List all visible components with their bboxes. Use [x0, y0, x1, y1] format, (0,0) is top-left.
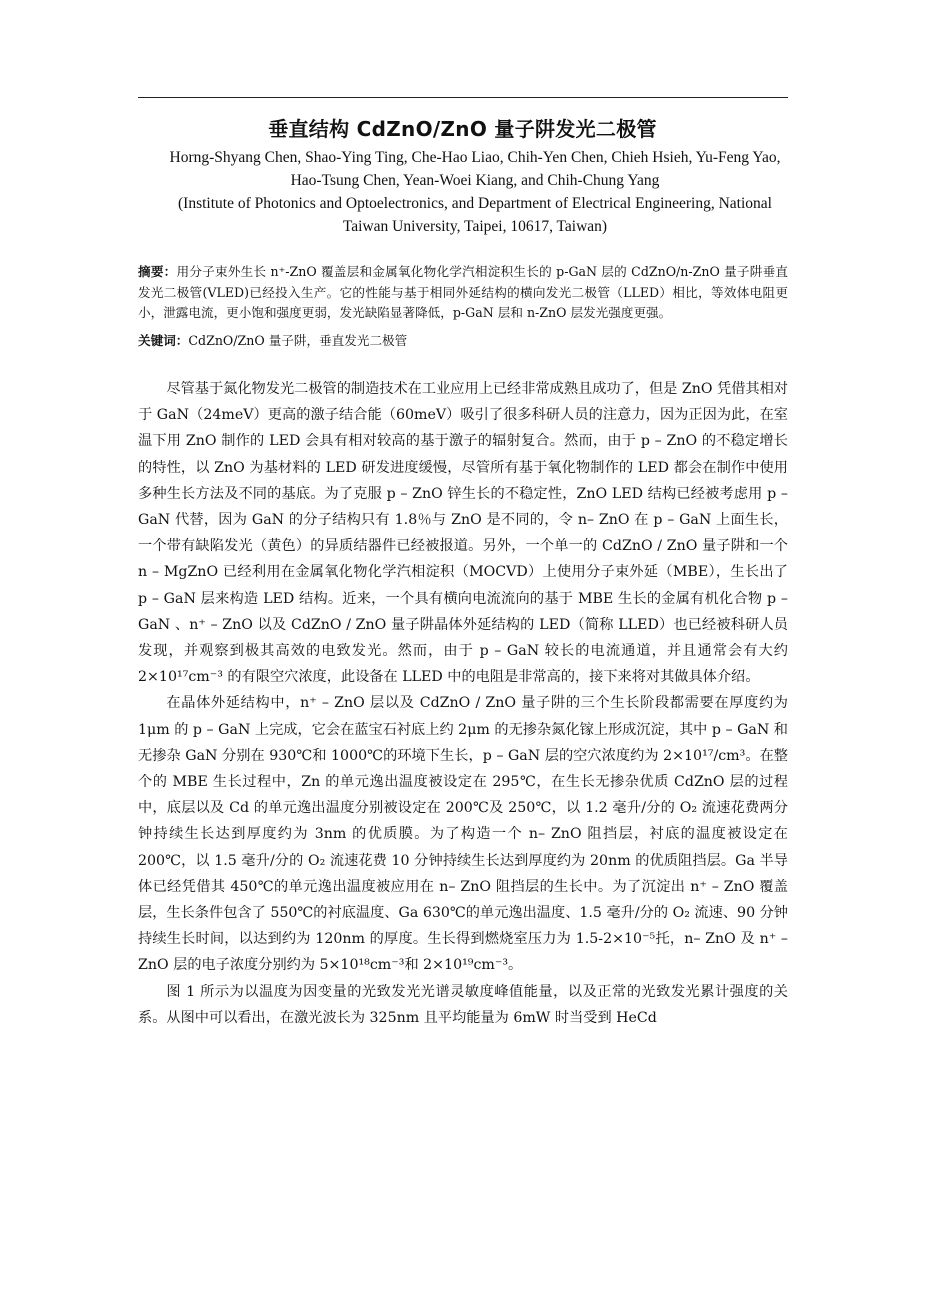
abstract-text: 用分子束外生长 n⁺-ZnO 覆盖层和金属氧化物化学汽相淀积生长的 p-GaN 层的 CdZnO/n-ZnO 量子阱垂直发光二极管(VLED)已经投入生产。它的性能与基于相同外延结构的横向发光二极管（LLED）相比，等效体电阻更小，泄露电流，更小饱和强度更弱，发光缺陷显著降低，p-GaN 层和 n-ZnO 层发光强度更强。 — [138, 264, 789, 320]
paper-title: 垂直结构 CdZnO/ZnO 量子阱发光二极管 — [268, 117, 657, 141]
affiliation: (Institute of Photonics and Optoelectronics, and Department of Electrical Engineering, National Taiwan University, Taipei, 10617, Taiwan) — [178, 195, 772, 235]
abstract — [138, 262, 788, 324]
header-rule — [138, 97, 788, 98]
abstract-label: 摘要： — [138, 264, 177, 279]
paragraph-figure: 图 1 所示为以温度为因变量的光致发光光谱灵敏度峰值能量，以及正常的光致发光累计强度的关系。从图中可以看出，在激光波长为 325nm 且平均能量为 6mW 时当受到 HeCd — [138, 983, 788, 1026]
keywords-label: 关键词： — [138, 333, 189, 348]
author-list: Horng-Shyang Chen, Shao-Ying Ting, Che-Hao Liao, Chih-Yen Chen, Chieh Hsieh, Yu-Feng Yao, Hao-Tsung Chen, Yean-Woei Kiang, and Chih-Chung Yang — [169, 149, 781, 189]
paragraph-intro: 尽管基于氮化物发光二极管的制造技术在工业应用上已经非常成熟且成功了，但是 ZnO 凭借其相对于 GaN（24meV）更高的激子结合能（60meV）吸引了很多科研人员的注意力，因为正因为此，在室温下用 ZnO 制作的 LED 会具有相对较高的基于激子的辐射复合。然而，由于 p – ZnO 的不稳定增长的特性，以 ZnO 为基材料的 LED 研发进度缓慢，尽管所有基于氧化物制作的 LED 都会在制作中使用多种生长方法及不同的基底。为了克服 p – ZnO 锌生长的不稳定性，ZnO LED 结构已经被考虑用 p – GaN 代替，因为 GaN 的分子结构只有 1.8％与 ZnO 是不同的，令 n– ZnO 在 p – GaN 上面生长，一个带有缺陷发光（黄色）的异质结器件已经被报道。另外，一个单一的 CdZnO / ZnO 量子阱和一个 n – MgZnO 已经利用在金属氧化物化学汽相淀积（MOCVD）上使用分子束外延（MBE），生长出了 p – GaN 层来构造 LED 结构。近来，一个具有横向电流流向的基于 MBE 生长的金属有机化合物 p – GaN 、n⁺ – ZnO 以及 CdZnO / ZnO 量子阱晶体外延结构的 LED（简称 LLED）也已经被科研人员发现，并观察到极其高效的电致发光。然而，由于 p – GaN 较长的电流通道，并且通常会有大约 2×10¹⁷cm⁻³ 的有限空穴浓度，此设备在 LLED 中的电阻是非常高的，接下来将对其做具体介绍。 — [138, 381, 788, 686]
keywords-text: CdZnO/ZnO 量子阱，垂直发光二极管 — [188, 333, 408, 348]
body-text — [138, 376, 788, 1031]
paragraph-growth: 在晶体外延结构中，n⁺ – ZnO 层以及 CdZnO / ZnO 量子阱的三个生长阶段都需要在厚度约为 1μm 的 p – GaN 上完成，它会在蓝宝石衬底上约 2μm 的无掺杂氮化镓上形成沉淀，其中 p – GaN 和无掺杂 GaN 分别在 930℃和 1000℃的环境下生长，p – GaN 层的空穴浓度约为 2×10¹⁷/cm³。在整个的 MBE 生长过程中，Zn 的单元逸出温度被设定在 295℃，在生长无掺杂优质 CdZnO 层的过程中，底层以及 Cd 的单元逸出温度分别被设定在 200℃及 250℃，以 1.2 毫升/分的 O₂ 流速花费两分钟持续生长达到厚度约为 3nm 的优质膜。为了构造一个 n– ZnO 阻挡层，衬底的温度被设定在 200℃，以 1.5 毫升/分的 O₂ 流速花费 10 分钟持续生长达到厚度约为 20nm 的优质阻挡层。Ga 半导体已经凭借其 450℃的单元逸出温度被应用在 n– ZnO 阻挡层的生长中。为了沉淀出 n⁺ – ZnO 覆盖层，生长条件包含了 550℃的衬底温度、Ga 630℃的单元逸出温度、1.5 毫升/分的 O₂ 流速、90 分钟持续生长时间，以达到约为 120nm 的厚度。生长得到燃烧室压力为 1.5-2×10⁻⁵托，n– ZnO 及 n⁺ – ZnO 层的电子浓度分别约为 5×10¹⁸cm⁻³和 2×10¹⁹cm⁻³。 — [138, 695, 788, 974]
keywords — [138, 331, 788, 351]
